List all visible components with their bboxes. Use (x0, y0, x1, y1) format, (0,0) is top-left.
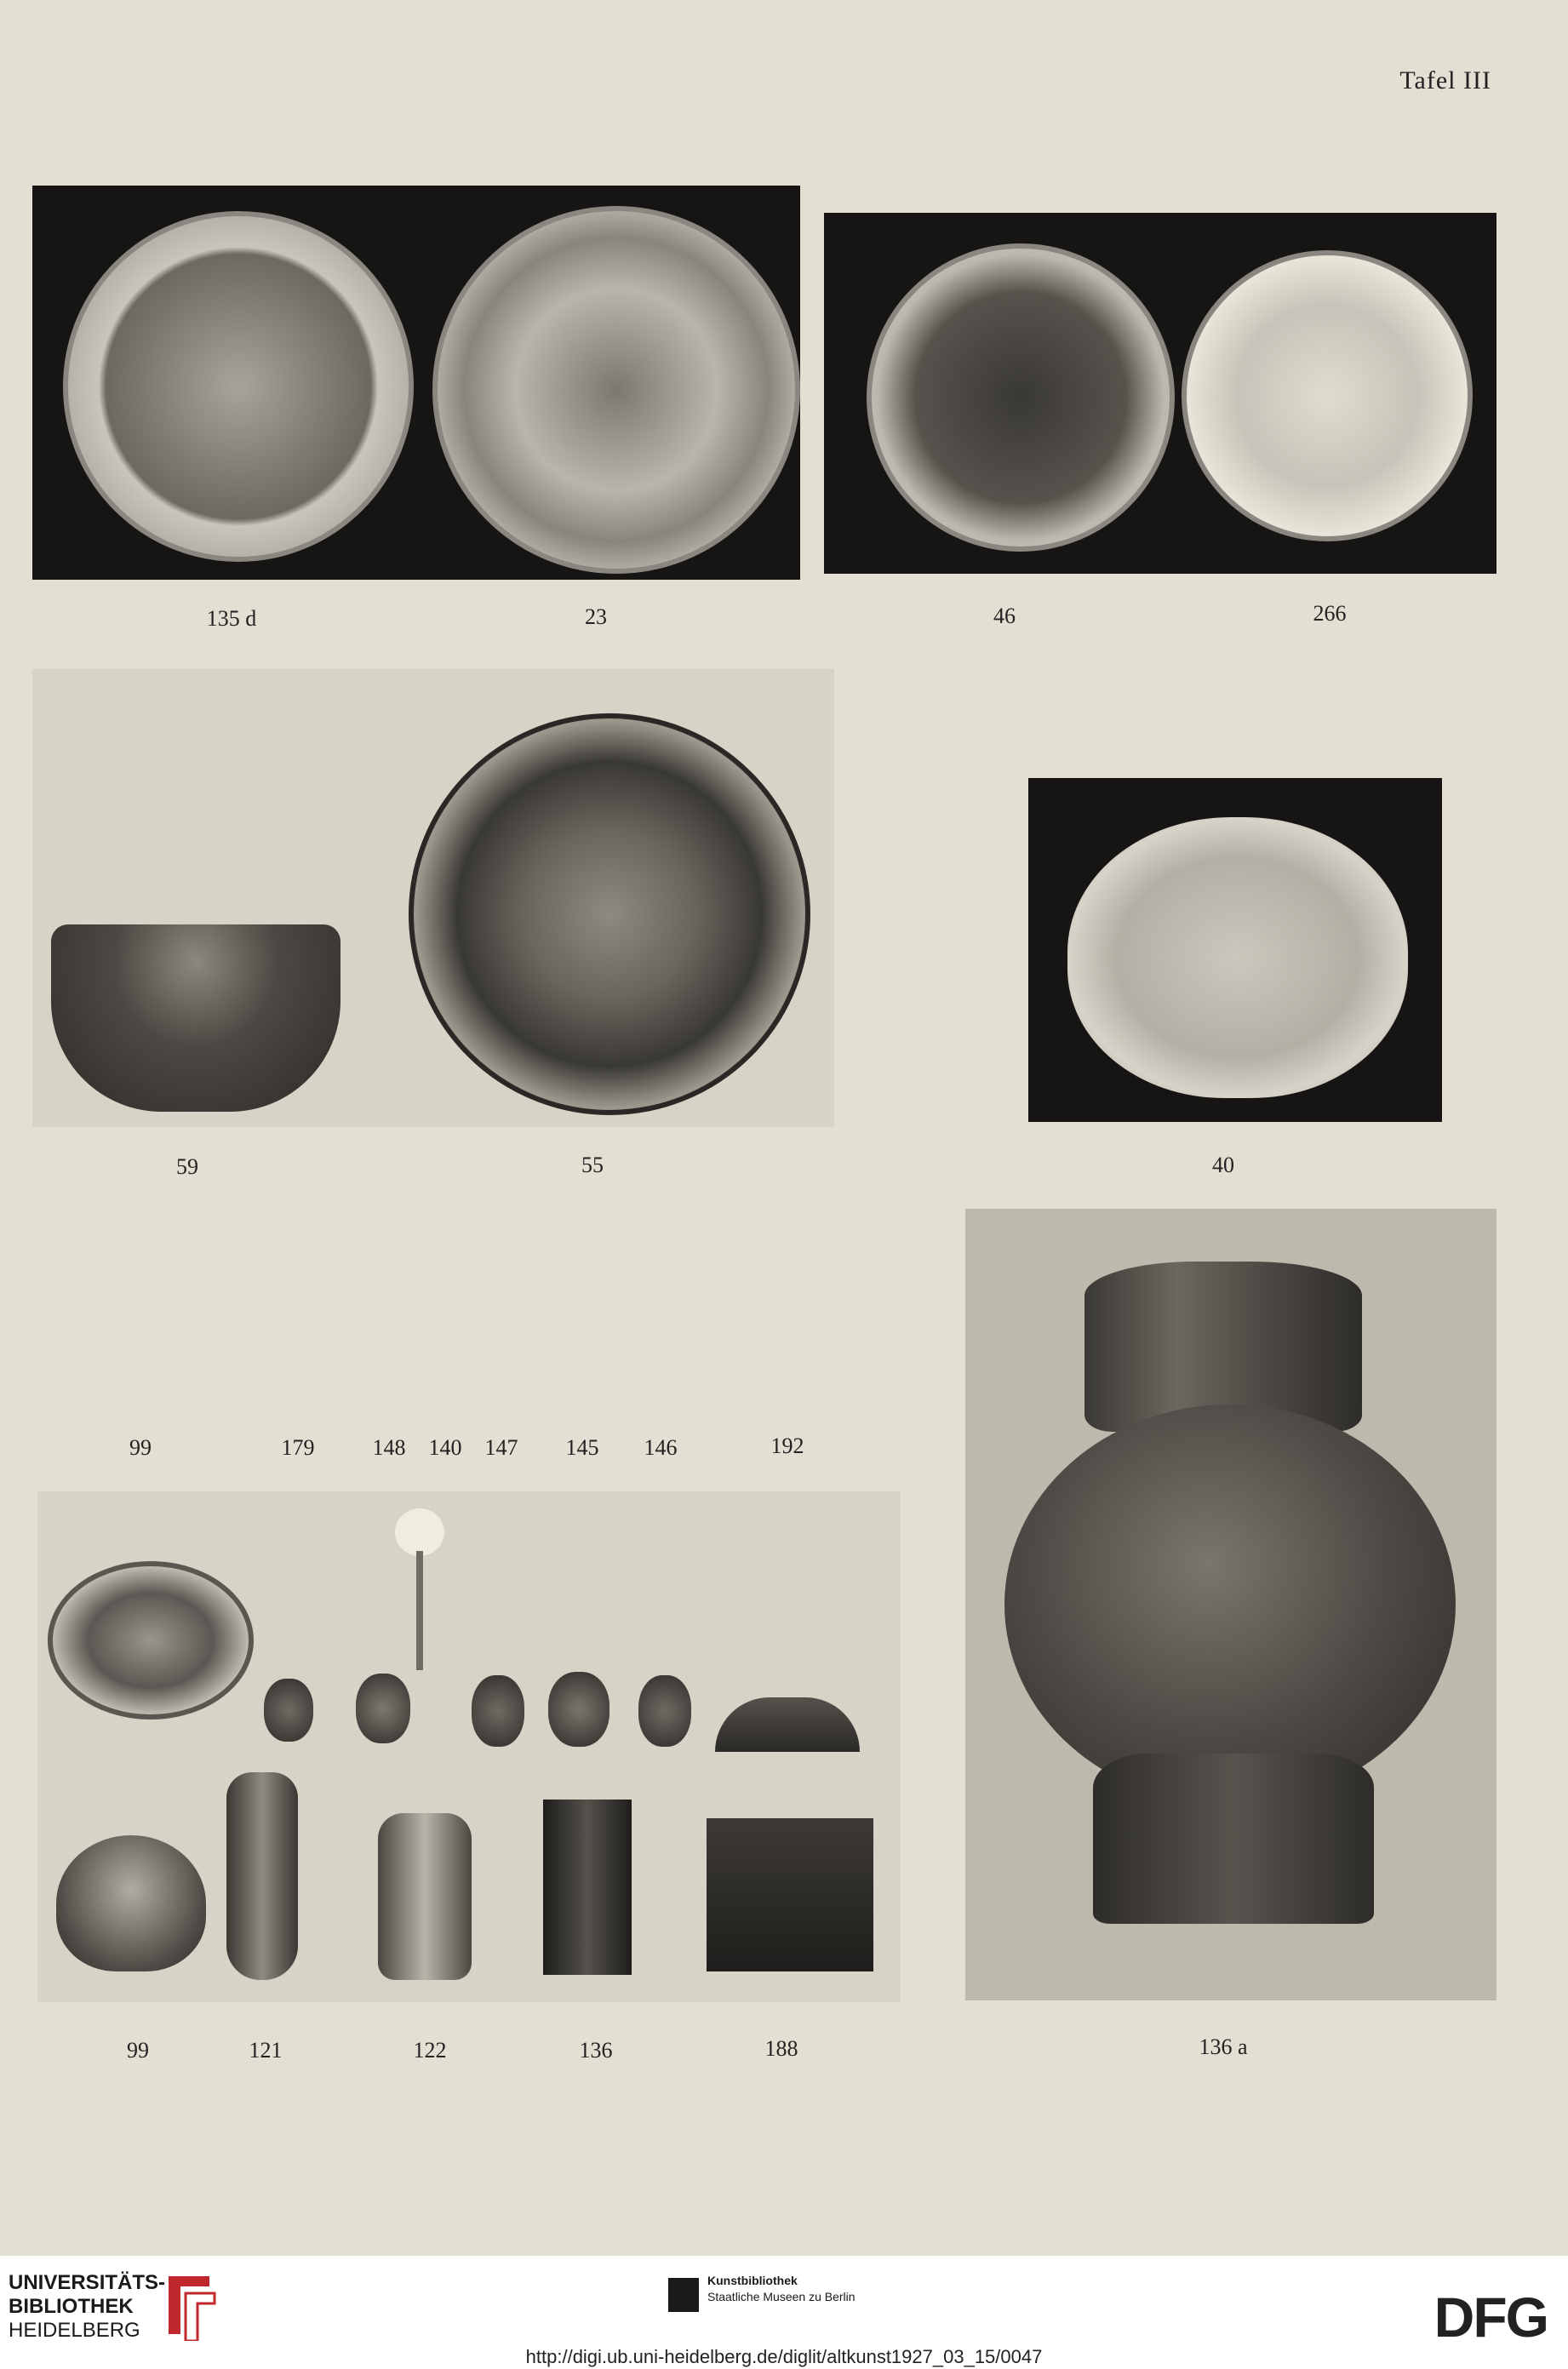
vase-121 (226, 1772, 298, 1980)
caption-top-99: 99 (129, 1435, 152, 1460)
photo-plate-135d-23 (32, 186, 800, 580)
mask-147 (472, 1675, 524, 1747)
caption-40: 40 (1212, 1153, 1234, 1177)
dish-55 (409, 713, 810, 1115)
caption-top-192: 192 (770, 1433, 804, 1458)
caption-top-140: 140 (428, 1435, 462, 1460)
kb-line1: Kunstbibliothek (707, 2274, 798, 2287)
caption-bottom-136: 136 (579, 2038, 613, 2063)
kb-line2: Staatliche Museen zu Berlin (707, 2290, 856, 2303)
lidded-bowl-99 (56, 1835, 206, 1971)
jar-122 (378, 1813, 472, 1980)
photo-plate-group (37, 1491, 901, 2002)
caption-bottom-121: 121 (249, 2038, 283, 2063)
brush-pot-136 (543, 1800, 632, 1975)
caption-266: 266 (1313, 601, 1347, 626)
hairpin-179-stem (416, 1551, 423, 1670)
bowl-59 (51, 924, 340, 1112)
caption-136a: 136 a (1199, 2034, 1248, 2059)
ub-logo-line2: BIBLIOTHEK (9, 2295, 134, 2318)
ub-heidelberg-logo (9, 2271, 165, 2343)
barber-bowl-40 (1067, 817, 1408, 1098)
caption-top-147: 147 (484, 1435, 518, 1460)
page-title: Tafel III (1399, 66, 1491, 94)
ub-logo-line3: HEIDELBERG (9, 2319, 140, 2342)
caption-23: 23 (585, 604, 607, 629)
dish-46 (867, 243, 1175, 552)
hairpin-179 (395, 1508, 444, 1556)
box-192 (715, 1697, 860, 1752)
mask-146 (638, 1675, 691, 1747)
dish-99 (48, 1561, 254, 1720)
kunstbibliothek-mark-icon (668, 2278, 699, 2312)
caption-top-145: 145 (565, 1435, 599, 1460)
caption-bottom-188: 188 (764, 2036, 798, 2061)
caption-46: 46 (993, 604, 1016, 628)
caption-bottom-122: 122 (413, 2038, 447, 2063)
caption-top-179: 179 (281, 1435, 315, 1460)
caption-top-148: 148 (372, 1435, 406, 1460)
photo-plate-40 (1028, 778, 1442, 1122)
mask-148 (264, 1679, 313, 1742)
photo-plate-46-266 (824, 213, 1496, 574)
vase-136a-body (1004, 1405, 1456, 1805)
photo-plate-59-55 (32, 669, 834, 1127)
dish-135d (63, 211, 414, 562)
ub-logo-line1: UNIVERSITÄTS- (9, 2271, 166, 2294)
vase-136a-foot (1093, 1754, 1374, 1924)
source-url[interactable]: http://digi.ub.uni-heidelberg.de/diglit/altkunst1927_03_15/0047 (525, 2346, 1043, 2367)
photo-plate-136a (965, 1209, 1496, 2000)
caption-59: 59 (176, 1154, 198, 1179)
dish-266 (1182, 250, 1473, 541)
caption-top-146: 146 (644, 1435, 678, 1460)
ub-heidelberg-mark-icon (162, 2269, 218, 2341)
cabinet-188 (707, 1818, 873, 1971)
caption-bottom-99: 99 (127, 2038, 149, 2063)
dish-23 (432, 206, 800, 574)
caption-55: 55 (581, 1153, 604, 1177)
mask-140 (356, 1674, 410, 1743)
mask-145 (548, 1672, 609, 1747)
dfg-logo: DFG (1434, 2286, 1548, 2349)
caption-135d: 135 d (206, 606, 257, 631)
digitization-footer (0, 2256, 1568, 2369)
